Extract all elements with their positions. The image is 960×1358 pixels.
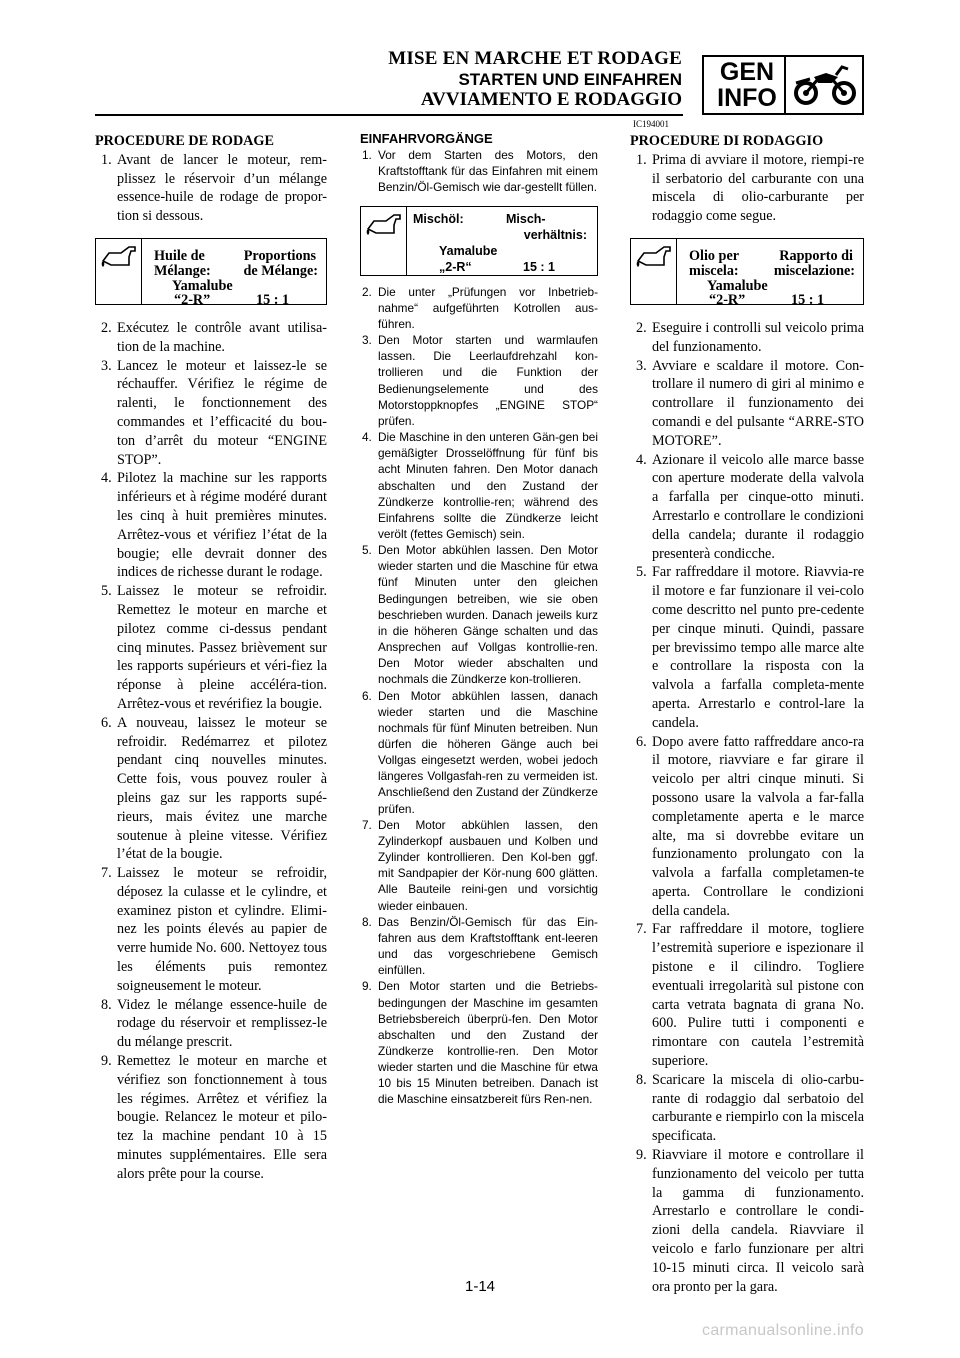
- mix-ratio-label: Rapporto di: [779, 247, 853, 264]
- french-step-1: 1. Avant de lancer le moteur, rem-plissez le réservoir d’un mélange essence-huile de rodage de propor-tion si dessous.: [101, 151, 327, 225]
- mix-ratio-label: Misch-: [506, 211, 546, 226]
- french-step-8: 8. Videz le mélange essence-huile de rodage du réservoir et remplissez-le du mélange prescrit.: [101, 996, 327, 1051]
- german-step-5: 5. Den Motor abkühlen lassen. Den Motor wieder starten und die Maschine für etwa fünf Minuten unter den gleichen Bedingungen betreiben, wie sie oben beschrieben wurden. Danach jeweils kurz in die höheren Gänge schalten und das Ansprechen auf Vollgas kontrollie-ren. Den Motor wieder abschalten und nochmals die Zündkerze kon-trollieren.: [362, 543, 598, 687]
- italian-title: PROCEDURE DI RODAGGIO: [630, 133, 824, 149]
- french-step-5: 5. Laissez le moteur se refroidir. Remettez le moteur en marche et pilotez comme ci-dessus pendant cinq minutes. Passez brièvement sur les rapports supérieurs et véri-fiez la réponse à pleine accéléra-tion. Arrêtez-vous et revérifiez la bougie.: [101, 583, 327, 712]
- info-label: INFO: [717, 84, 777, 112]
- oil-drop-icon: [631, 239, 677, 304]
- mix-oil-label2: Mélange:: [154, 262, 211, 279]
- header-title-fr: MISE EN MARCHE ET RODAGE: [388, 48, 682, 69]
- mix-ratio-label2: verhältnis:: [523, 227, 587, 242]
- italian-step-6: 6. Dopo avere fatto raffreddare anco-ra il motore, riavviare e far girare il veicolo per altri cinque minuti. Si possono usare la valvola a far-falla completamente aperta e le marce alte, ma si dovrebbe evitare un funzionamento prolungato con la valvola a farfalla completamen-te aperta. Controllare le condizioni della candela.: [636, 733, 864, 919]
- italian-step-9: 9. Riavviare il motore e controllare il funzionamento del veicolo per tutta la gamma di funzionamento. Arrestarlo e controllare le condi-zioni della candela. Riavviare il veicolo e farlo funzionare per altri 10-15 minuti circa. Il veicolo sarà ora pronto per la gara.: [636, 1147, 864, 1295]
- german-step-9: 9. Den Motor starten und die Betriebs-bedingungen der Maschine im gesamten Betriebsbereich überprü-fen. Den Motor abschalten und den Zustand der Zündkerze kontrollie-ren. Den Motor wieder starten und die Maschine für etwa 10 bis 15 Minuten betreiben. Danach ist die Maschine einsatzbereit fürs Ren-nen.: [362, 979, 598, 1107]
- mix-ratio-value: 15 : 1: [791, 291, 825, 308]
- italian-step-4: 4. Azionare il veicolo alle marce basse con aperture moderate della valvola a farfalla per cinque-otto minuti. Arrestarlo e controllare le condizioni della candela; durante il rodaggio presenterà condicche.: [636, 451, 864, 562]
- german-step-2: 2. Die unter „Prüfungen vor Inbetrieb-nahme“ aufgeführten Kotrollen aus-führen.: [362, 284, 598, 331]
- mix-brand: Yamalube: [172, 277, 233, 294]
- oil-drop-icon: [96, 239, 142, 304]
- french-title: PROCEDURE DE RODAGE: [95, 133, 274, 149]
- gen-info-badge: [702, 55, 864, 115]
- mix-product: “2-R”: [709, 291, 746, 308]
- italian-step-2: 2. Eseguire i controlli sul veicolo prima del funzionamento.: [636, 319, 864, 355]
- french-step-2: 2. Exécutez le contrôle avant utilisa-tion de la machine.: [101, 319, 327, 355]
- badge-divider: [784, 57, 786, 113]
- gen-info-label: [712, 59, 782, 111]
- mix-brand: Yamalube: [707, 277, 768, 294]
- german-step-4: 4. Die Maschine in den unteren Gän-gen bei gemäßigter Drosselöffnung für fünf bis acht Minuten fahren. Den Motor danach abschalten und den Zustand der Zündkerze kontrollie-ren; während des Einfahrens sollte die Zündkerze leicht verölt (fettes Gemisch) sein.: [362, 430, 598, 541]
- mix-oil-label: Olio per: [689, 247, 740, 264]
- french-mix-box: [95, 238, 327, 308]
- column-italian: [630, 132, 864, 1296]
- italian-mix-box: [630, 238, 864, 308]
- oil-drop-icon: [361, 207, 407, 275]
- header-title-it: AVVIAMENTO E RODAGGIO: [420, 89, 682, 110]
- german-step-3: 3. Den Motor starten und warmlaufen lassen. Die Leerlaufdrehzahl kon-trollieren und die Funktion der Bedienungselemente und des Motorstoppknopfes „ENGINE STOP“ prüfen.: [362, 333, 598, 428]
- german-title: EINFAHRVORGÄNGE: [360, 131, 493, 146]
- french-step-4: 4. Pilotez la machine sur les rapports inférieurs et à régime modéré durant les cinq à huit premières minutes. Arrêtez-vous et vérifiez l’état de la bougie; elle devrait donner des indices de richesse durant le rodage.: [101, 470, 327, 581]
- mix-ratio-value: 15 : 1: [256, 291, 290, 308]
- watermark: carmanualsonline.info: [702, 1322, 864, 1339]
- german-step-1: 1. Vor dem Starten des Motors, den Kraftstofftank für das Einfahren mit einem Benzin/Öl-Gemisch wie dar-gestellt füllen.: [362, 148, 598, 195]
- italian-step-5: 5. Far raffreddare il motore. Riavvia-re il motore e far funzionare il vei-colo come descritto nel punto pre-cedente per cinque minuti. Quindi, passare per brevissimo tempo alle marce alte e controllare la risposta con la valvola a farfalla completa-mente aperta. Arrestarlo e control-lare la candela.: [636, 564, 864, 731]
- mix-ratio-label: Proportions: [243, 247, 316, 264]
- motorcycle-icon: [792, 63, 858, 107]
- mix-brand: Yamalube: [439, 243, 498, 258]
- german-step-8: 8. Das Benzin/Öl-Gemisch für das Ein-fahren aus dem Kraftstofftank ent-leeren und das vorgeschriebene Gemisch einfüllen.: [362, 914, 598, 978]
- italian-step-7: 7. Far raffreddare il motore, togliere l’estremità superiore e ispezionare il pistone e il cilindro. Togliere eventuali irregolarità sul pistone con carta vetrata bagnata di grana No. 600. Pulire tutti i componenti e rimontare con cautela l’estremità superiore.: [636, 921, 864, 1070]
- german-mix-box: [360, 206, 598, 276]
- german-step-6: 6. Den Motor abkühlen lassen, danach wieder starten und die Maschine nochmals für fünf Minuten betreiben. Nun dürfen die höheren Gänge auch bei Vollgas eingesetzt werden, wobei jedoch längeres Vollgasfah-ren zu vermeiden ist. Anschließend den Zustand der Zündkerze prüfen.: [362, 688, 598, 816]
- german-step-7: 7. Den Motor abkühlen lassen, den Zylinderkopf ausbauen und Kolben und Zylinder kontrollieren. Den Kol-ben ggf. mit Sandpapier der Kör-nung 600 glätten. Alle Bauteile reini-gen und vorsichtig wieder einbauen.: [362, 817, 598, 913]
- french-step-9: 9. Remettez le moteur en marche et vérifiez son fonctionnement à tous les régimes. Arrêtez et vérifiez la bougie. Relancez le moteur et pilo-tez la machine pendant 10 à 15 minutes supplémentaires. Elle sera alors prête pour la course.: [101, 1053, 327, 1182]
- mix-ratio-label2: de Mélange:: [243, 262, 318, 279]
- mix-oil-label: Mischöl:: [413, 211, 464, 226]
- header-title-de: STARTEN UND EINFAHREN: [458, 70, 682, 89]
- mix-product: “2-R”: [174, 291, 211, 308]
- italian-step-1: 1. Prima di avviare il motore, riempi-re il serbatorio del carburante con una miscela di olio-carburante per rodaggio come segue.: [636, 151, 864, 225]
- gen-label: GEN: [719, 58, 775, 86]
- column-german: [360, 131, 598, 1108]
- column-french: [95, 132, 327, 1184]
- mix-ratio-label2: miscelazione:: [773, 262, 855, 279]
- section-code: IC194001: [633, 119, 669, 129]
- page-number: 1-14: [464, 1278, 496, 1295]
- mix-oil-label: Huile de: [154, 247, 205, 264]
- italian-step-3: 3. Avviare e scaldare il motore. Con-trollare il numero di giri al minimo e controllare il funzionamento dei comandi e del pulsante “ARRE-STO MOTORE”.: [636, 357, 864, 449]
- french-step-7: 7. Laissez le moteur se refroidir, déposez la culasse et le cylindre, et examinez piston et cylindre. Elimi-nez les points élevés au papier de verre humide No. 600. Nettoyez tous les éléments puis remontez soigneusement le moteur.: [101, 865, 327, 994]
- french-step-6: 6. A nouveau, laissez le moteur se refroidir. Redémarrez et pilotez pendant cinq nouvelles minutes. Cette fois, vous pouvez rouler à pleins gaz sur les rapports supé-rieurs, mais évitez une marche soutenue à pleine vitesse. Vérifiez l’état de la bougie.: [101, 714, 327, 863]
- italian-step-8: 8. Scaricare la miscela di olio-carbu-rante di rodaggio dal serbatoio del carburante e riempirlo con la miscela specificata.: [636, 1071, 864, 1145]
- mix-product: „2-R“: [439, 259, 472, 274]
- mix-oil-label2: miscela:: [689, 262, 739, 279]
- header-rule: [95, 114, 683, 116]
- french-step-3: 3. Lancez le moteur et laissez-le se réchauffer. Vérifiez le régime de ralenti, le fonctionnement des commandes et l’efficacité du bou-ton d’arrêt du moteur “ENGINE STOP”.: [101, 357, 327, 468]
- mix-ratio-value: 15 : 1: [523, 259, 555, 274]
